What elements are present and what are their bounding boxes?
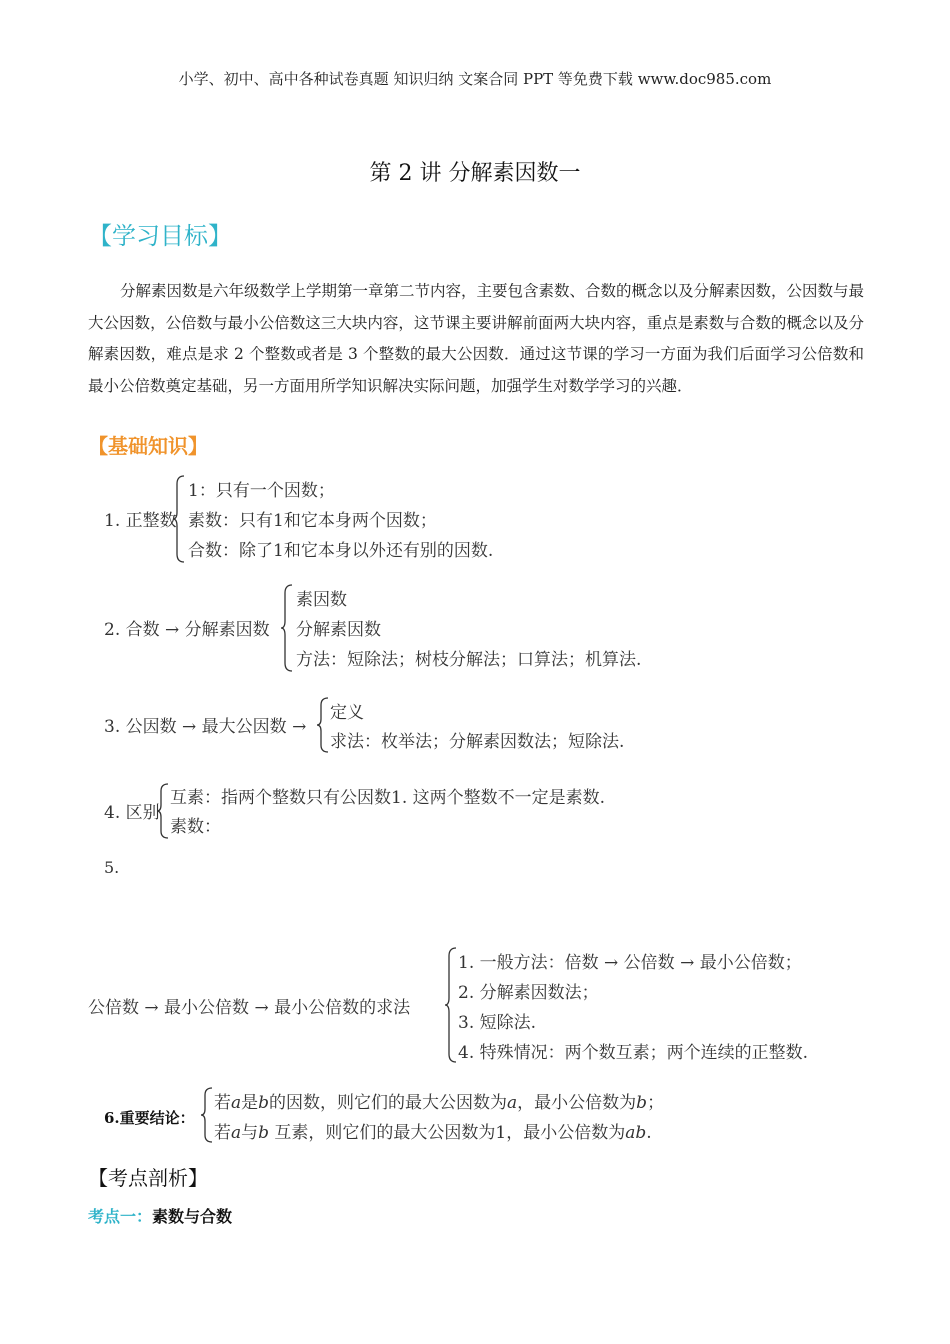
item3-line-2: 求法：枚举法；分解素因数法；短除法. <box>330 732 625 752</box>
item4-label: 4. 区别 <box>104 803 160 823</box>
item3-line-1: 定义 <box>330 703 364 723</box>
item1-brace <box>172 474 186 564</box>
point-one <box>88 1204 232 1227</box>
item2-line-2: 分解素因数 <box>296 620 381 640</box>
goals-paragraph: 分解素因数是六年级数学上学期第一章第二节内容，主要包含素数、合数的概念以及分解素因数，公因数与最大公因数，公倍数与最小公倍数这三大块内容，这节课主要讲解前面两大块内容，重点是素数与合数的概念以及分解素因数，难点是求 2 个整数或者是 3 个整数的最大公因数．通过这节课的学习一方面为我们后面学习公倍数和最小公倍数奠定基础，另一方面用所学知识解决实际问题，加强学生对数学学习的兴趣． <box>88 282 865 395</box>
item2-label: 2. 合数 → 分解素因数 <box>104 620 270 640</box>
item5-line-3: 3. 短除法. <box>458 1013 537 1033</box>
item1-line-3: 合数：除了1和它本身以外还有别的因数. <box>188 541 494 561</box>
goals-heading: 【学习目标】 <box>88 222 232 250</box>
item1-line-2: 素数：只有1和它本身两个因数； <box>188 511 437 531</box>
item2-brace <box>280 583 294 673</box>
basics-heading: 【基础知识】 <box>88 434 208 458</box>
item1-line-1: 1：只有一个因数； <box>188 481 335 501</box>
item1-label: 1. 正整数 <box>104 511 177 531</box>
lesson-title: 第 2 讲 分解素因数一 <box>369 161 581 186</box>
item4-line-2: 素数： <box>170 817 221 837</box>
item2-line-1: 素因数 <box>296 590 347 610</box>
item6-line-2: 若a与b 互素，则它们的最大公因数为1，最小公倍数为ab. <box>214 1123 652 1143</box>
point-one-text: 素数与合数 <box>152 1207 233 1226</box>
item5-label: 公倍数 → 最小公倍数 → 最小公倍数的求法 <box>88 998 411 1018</box>
item4-brace <box>156 782 170 840</box>
analysis-heading: 【考点剖析】 <box>88 1166 208 1190</box>
item6-label: 6.重要结论： <box>104 1109 195 1127</box>
point-one-label: 考点一： <box>88 1207 153 1226</box>
item5-line-4: 4. 特殊情况：两个数互素；两个连续的正整数. <box>458 1043 809 1063</box>
item2-line-3: 方法：短除法；树枝分解法；口算法；机算法. <box>296 650 642 670</box>
item6-brace <box>200 1086 214 1144</box>
item3-brace <box>316 696 330 754</box>
item5-number: 5. <box>104 858 120 877</box>
item6-line-1: 若a是b的因数，则它们的最大公因数为a，最小公倍数为b； <box>214 1093 665 1113</box>
item4-line-1: 互素：指两个整数只有公因数1. 这两个整数不一定是素数. <box>170 788 606 808</box>
item5-line-2: 2. 分解素因数法； <box>458 983 599 1003</box>
item5-brace <box>444 946 458 1064</box>
item3-label: 3. 公因数 → 最大公因数 → <box>104 717 307 737</box>
page-header: 小学、初中、高中各种试卷真题 知识归纳 文案合同 PPT 等免费下载 www.doc985.com <box>178 70 772 88</box>
item5-line-1: 1. 一般方法：倍数 → 公倍数 → 最小公倍数； <box>458 953 802 973</box>
